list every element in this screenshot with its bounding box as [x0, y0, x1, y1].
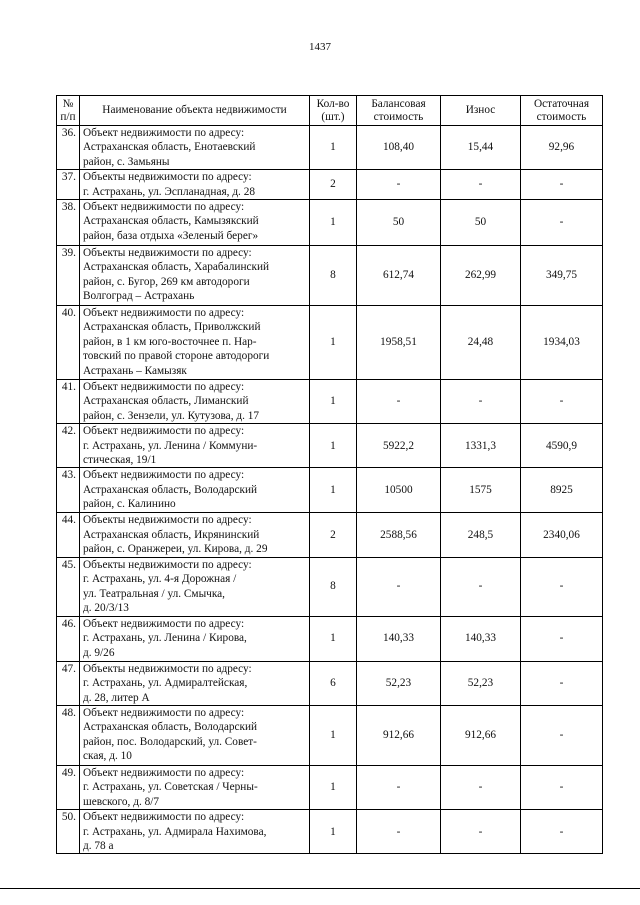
object-name-line: Волгоград – Астрахань — [83, 290, 195, 303]
quantity-cell: 1 — [310, 424, 357, 468]
object-name-line: д. 9/26 — [83, 646, 115, 659]
balance-cost-cell: 10500 — [357, 468, 441, 513]
header-qty: Кол-во (шт.) — [310, 96, 357, 126]
balance-cost-cell: - — [357, 170, 441, 200]
balance-cost-cell: 1958,51 — [357, 306, 441, 380]
object-name-line: район, в 1 км юго-восточнее п. Нар- — [83, 335, 257, 348]
object-name — [80, 424, 310, 468]
quantity-cell: 1 — [310, 306, 357, 380]
wear-cell: 15,44 — [441, 126, 521, 170]
object-name-line: Объект недвижимости по адресу: — [83, 766, 245, 779]
object-name-line: ская, д. 10 — [83, 750, 132, 763]
quantity-cell: 8 — [310, 557, 357, 616]
table-row — [57, 661, 603, 705]
object-name-line: д. 20/3/13 — [83, 601, 129, 614]
object-name-line: стическая, 19/1 — [83, 454, 157, 467]
wear-cell: - — [441, 765, 521, 809]
quantity-cell: 1 — [310, 468, 357, 513]
residual-cost-cell: - — [521, 170, 603, 200]
object-name-line: Объект недвижимости по адресу: — [83, 425, 245, 438]
wear-cell: 52,23 — [441, 661, 521, 705]
object-name-line: д. 78 а — [83, 839, 114, 852]
object-name — [80, 246, 310, 306]
residual-cost-cell: - — [521, 557, 603, 616]
table-row — [57, 468, 603, 513]
table-row — [57, 170, 603, 200]
object-name-line: Объект недвижимости по адресу: — [83, 307, 245, 320]
row-number: 39. — [57, 246, 80, 306]
object-name — [80, 468, 310, 513]
balance-cost-cell: 50 — [357, 200, 441, 246]
object-name-line: Объекты недвижимости по адресу: — [83, 662, 252, 675]
object-name-line: район, с. Калинино — [83, 498, 176, 511]
object-name-line: г. Астрахань, ул. Советская / Черны- — [83, 781, 258, 794]
object-name — [80, 557, 310, 616]
quantity-cell: 6 — [310, 661, 357, 705]
object-name-line: район, с. Бугор, 269 км автодороги — [83, 275, 250, 288]
object-name-line: г. Астрахань, ул. Эспланадная, д. 28 — [83, 185, 256, 198]
table-row — [57, 246, 603, 306]
object-name-line: Объект недвижимости по адресу: — [83, 469, 245, 482]
wear-cell: - — [441, 170, 521, 200]
table-row — [57, 513, 603, 557]
header-residual: Остаточная стоимость — [521, 96, 603, 126]
row-number: 46. — [57, 616, 80, 661]
object-name-line: г. Астрахань, ул. Адмиралтейская, — [83, 677, 248, 690]
table-row — [57, 424, 603, 468]
object-name-line: Объекты недвижимости по адресу: — [83, 247, 252, 260]
object-name-line: Астраханская область, Енотаевский — [83, 141, 256, 154]
object-name-line: товский по правой стороне автодороги — [83, 350, 270, 363]
quantity-cell: 1 — [310, 616, 357, 661]
residual-cost-cell: 349,75 — [521, 246, 603, 306]
quantity-cell: 1 — [310, 765, 357, 809]
table-row — [57, 126, 603, 170]
object-name — [80, 200, 310, 246]
object-name — [80, 513, 310, 557]
row-number: 49. — [57, 765, 80, 809]
quantity-cell: 8 — [310, 246, 357, 306]
wear-cell: 140,33 — [441, 616, 521, 661]
row-number: 47. — [57, 661, 80, 705]
residual-cost-cell: - — [521, 765, 603, 809]
balance-cost-cell: - — [357, 765, 441, 809]
object-name-line: Астраханская область, Харабалинский — [83, 261, 270, 274]
residual-cost-cell: 4590,9 — [521, 424, 603, 468]
row-number: 43. — [57, 468, 80, 513]
header-balance: Балансовая стоимость — [357, 96, 441, 126]
quantity-cell: 1 — [310, 200, 357, 246]
quantity-cell: 2 — [310, 513, 357, 557]
object-name-line: район, с. Оранжереи, ул. Кирова, д. 29 — [83, 543, 268, 556]
balance-cost-cell: 5922,2 — [357, 424, 441, 468]
object-name-line: Объект недвижимости по адресу: — [83, 811, 245, 824]
residual-cost-cell: - — [521, 705, 603, 765]
object-name-line: г. Астрахань, ул. Ленина / Коммуни- — [83, 439, 258, 452]
object-name — [80, 810, 310, 854]
object-name-line: Астраханская область, Икрянинский — [83, 528, 260, 541]
quantity-cell: 1 — [310, 810, 357, 854]
balance-cost-cell: - — [357, 557, 441, 616]
table-row — [57, 380, 603, 424]
row-number: 44. — [57, 513, 80, 557]
row-number: 48. — [57, 705, 80, 765]
object-name-line: Объект недвижимости по адресу: — [83, 706, 245, 719]
object-name — [80, 705, 310, 765]
table-body — [57, 126, 603, 854]
wear-cell: 912,66 — [441, 705, 521, 765]
wear-cell: - — [441, 810, 521, 854]
wear-cell: 262,99 — [441, 246, 521, 306]
wear-cell: 50 — [441, 200, 521, 246]
object-name-line: г. Астрахань, ул. 4-я Дорожная / — [83, 573, 237, 586]
residual-cost-cell: - — [521, 661, 603, 705]
residual-cost-cell: 92,96 — [521, 126, 603, 170]
table-row — [57, 306, 603, 380]
table-row — [57, 705, 603, 765]
row-number: 45. — [57, 557, 80, 616]
object-name-line: Объект недвижимости по адресу: — [83, 127, 245, 139]
wear-cell: 24,48 — [441, 306, 521, 380]
object-name-line: Объект недвижимости по адресу: — [83, 201, 245, 214]
object-name — [80, 170, 310, 200]
quantity-cell: 2 — [310, 170, 357, 200]
table-header — [57, 96, 603, 126]
object-name-line: д. 28, литер А — [83, 691, 150, 704]
object-name-line: Астраханская область, Приволжский — [83, 321, 261, 334]
object-name-line: шевского, д. 8/7 — [83, 795, 160, 808]
object-name-line: Объект недвижимости по адресу: — [83, 617, 245, 630]
object-name-line: Астраханская область, Володарский — [83, 483, 258, 496]
object-name — [80, 616, 310, 661]
wear-cell: 1575 — [441, 468, 521, 513]
row-number: 37. — [57, 170, 80, 200]
object-name-line: Объекты недвижимости по адресу: — [83, 558, 252, 571]
balance-cost-cell: 612,74 — [357, 246, 441, 306]
table-row — [57, 616, 603, 661]
object-name-line: район, база отдыха «Зеленый берег» — [83, 229, 259, 242]
object-name-line: г. Астрахань, ул. Ленина / Кирова, — [83, 632, 247, 645]
object-name-line: Объекты недвижимости по адресу: — [83, 514, 252, 527]
residual-cost-cell: - — [521, 380, 603, 424]
object-name — [80, 306, 310, 380]
residual-cost-cell: - — [521, 810, 603, 854]
row-number: 42. — [57, 424, 80, 468]
table-row — [57, 557, 603, 616]
object-name — [80, 661, 310, 705]
object-name-line: район, с. Замьяны — [83, 155, 170, 168]
row-number: 41. — [57, 380, 80, 424]
header-num: № п/п — [57, 96, 80, 126]
balance-cost-cell: 140,33 — [357, 616, 441, 661]
object-name-line: г. Астрахань, ул. Адмирала Нахимова, — [83, 825, 267, 838]
object-name-line: Астраханская область, Володарский — [83, 721, 258, 734]
residual-cost-cell: 8925 — [521, 468, 603, 513]
object-name-line: Астраханская область, Камызякский — [83, 215, 259, 228]
row-number: 36. — [57, 126, 80, 170]
header-name: Наименование объекта недвижимости — [80, 96, 310, 126]
bottom-rule — [0, 888, 640, 889]
object-name — [80, 126, 310, 170]
object-name-line: Астрахань – Камызяк — [83, 364, 187, 377]
object-name-line: ул. Театральная / ул. Смычка, — [83, 587, 225, 600]
balance-cost-cell: 52,23 — [357, 661, 441, 705]
object-name-line: Объекты недвижимости по адресу: — [83, 171, 252, 184]
row-number: 38. — [57, 200, 80, 246]
balance-cost-cell: - — [357, 380, 441, 424]
table-row — [57, 765, 603, 809]
wear-cell: 1331,3 — [441, 424, 521, 468]
row-number: 40. — [57, 306, 80, 380]
object-name — [80, 380, 310, 424]
residual-cost-cell: - — [521, 200, 603, 246]
residual-cost-cell: 1934,03 — [521, 306, 603, 380]
quantity-cell: 1 — [310, 705, 357, 765]
row-number: 50. — [57, 810, 80, 854]
object-name — [80, 765, 310, 809]
object-name-line: Объект недвижимости по адресу: — [83, 381, 245, 394]
residual-cost-cell: - — [521, 616, 603, 661]
quantity-cell: 1 — [310, 380, 357, 424]
residual-cost-cell: 2340,06 — [521, 513, 603, 557]
table-row — [57, 810, 603, 854]
wear-cell: - — [441, 380, 521, 424]
property-table — [56, 95, 603, 854]
balance-cost-cell: 108,40 — [357, 126, 441, 170]
object-name-line: район, с. Зензели, ул. Кутузова, д. 17 — [83, 409, 260, 422]
balance-cost-cell: - — [357, 810, 441, 854]
header-wear: Износ — [441, 96, 521, 126]
object-name-line: район, пос. Володарский, ул. Совет- — [83, 735, 257, 748]
wear-cell: - — [441, 557, 521, 616]
balance-cost-cell: 912,66 — [357, 705, 441, 765]
table-row — [57, 200, 603, 246]
wear-cell: 248,5 — [441, 513, 521, 557]
quantity-cell: 1 — [310, 126, 357, 170]
object-name-line: Астраханская область, Лиманский — [83, 395, 249, 408]
balance-cost-cell: 2588,56 — [357, 513, 441, 557]
page-number: 1437 — [309, 41, 331, 53]
